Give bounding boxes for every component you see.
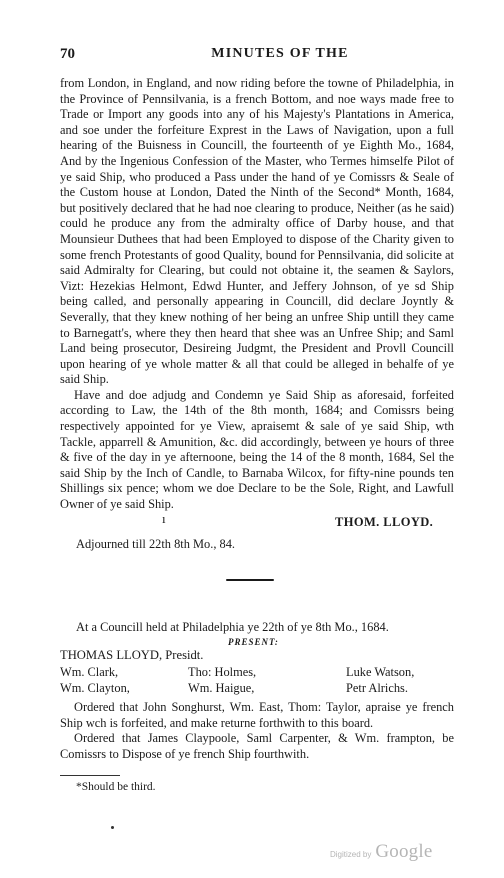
watermark-prefix: Digitized by	[330, 850, 372, 859]
page-number: 70	[60, 46, 75, 62]
council-members	[60, 665, 460, 696]
footnote: *Should be third.	[76, 781, 156, 793]
stray-mark: ı	[162, 511, 166, 526]
adjournment-note: Adjourned till 22th 8th Mo., 84.	[76, 537, 236, 551]
ink-dot	[111, 826, 114, 829]
member-row	[60, 665, 460, 681]
order-dispose: Ordered that James Claypoole, Saml Carpenter, & Wm. frampton, be Comissrs to Dispose of ye french Ship fourthwith.	[60, 731, 454, 761]
member-name: Wm. Clayton,	[60, 680, 130, 695]
member-name: Luke Watson,	[346, 665, 415, 679]
present-label: PRESENT:	[228, 637, 279, 647]
main-text	[60, 76, 454, 513]
council-heading: At a Councill held at Philadelphia ye 22th of ye 8th Mo., 1684.	[76, 620, 389, 634]
running-title: MINUTES OF THE	[211, 46, 349, 61]
member-name: Wm. Clark,	[60, 665, 119, 679]
order-appraise: Ordered that John Songhurst, Wm. East, Thom: Taylor, apraise ye french Ship wch is forfeited, and make returne forthwith to this board.	[60, 700, 454, 730]
paragraph-condemnation-findings: from London, in England, and now riding before the towne of Philadelphia, in the Province of Pennsilvania, is a french Bottom, and noe ways made free to Trade or Import any goods into any of his Majesty's Plantations in America, and soe under the forfeiture Exprest in the Laws of Navigation, upon a full hearing of the Buisness in Councill, the fourteenth of ye Eighth Mo., 1684, And by the Ingenious Confession of the Master, who Termes himselfe Pilot of ye said Ship, who produced a Pass under the hand of ye Comissrs & Seale of the Custom house at London, Dated the Ninth of the Second* Month, 1684, but positively declared that he had noe clearing to produce, Neither (as he said) could he produce any from the admiralty office of Darby house, and that Mounsieur Duthees that had been Employed to dispose of the Charity given to some french Protestants of good Quality, bound for Pennsilvania, did solicite at said Admiralty for Clearing, but could not obtaine it, the seamen & Saylors, Vizt: Hezekias Helmont, Edwd Hunter, and Jeffery Johnson, of ye sd Ship being called, and personally appearing in Councill, did declare Joyntly & Severally, that they knew nothing of her being an unfree Ship untill they came to Barnegatt's, where they then heard that shee was an Unfree Ship; and Saml Land being prosecutor, Desireing Judgmt, the President and Provll Councill upon hearing of ye whole matter & all that could be alleged in behalfe of ye said Ship.	[60, 76, 454, 387]
digitized-watermark	[330, 841, 433, 863]
president-name: THOMAS LLOYD, Presidt.	[60, 648, 204, 662]
member-name: Wm. Haigue,	[188, 680, 255, 695]
member-name: Petr Alrichs.	[346, 680, 408, 695]
paragraph-condemnation-sale: Have and doe adjudg and Condemn ye Said Ship as aforesaid, forfeited according to Law, the 14th of the 8th month, 1684; and Comissrs being respectively appointed for ye View, apraisemt & sale of ye said Ship, wth Tackle, apparrell & Amunition, &c. did accordingly, between ye hours of three & five of the day in ye afternoone, being the 14 of the 8 month, 1684, Sel the said Ship by the Inch of Candle, to Barnaba Wilcox, for fifty-nine pounds ten Shillings six pence; whom we doe Declare to be the Sole, Right, and Lawfull Owner of ye said Ship.	[60, 387, 454, 512]
footnote-rule	[60, 775, 120, 776]
council-orders	[60, 700, 454, 762]
page-header	[60, 46, 460, 66]
member-name: Tho: Holmes,	[188, 665, 257, 679]
section-ornament	[226, 578, 274, 581]
signature: THOM. LLOYD.	[335, 515, 434, 529]
google-logo: Google	[375, 841, 433, 862]
member-row	[60, 681, 460, 697]
